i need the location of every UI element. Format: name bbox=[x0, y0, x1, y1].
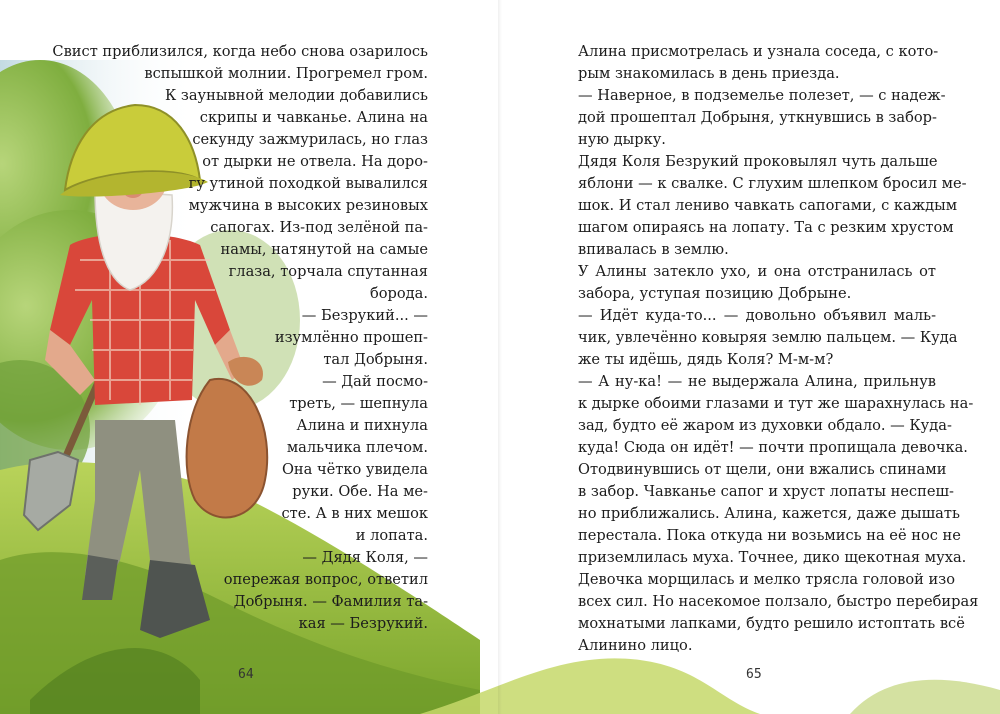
text-line: забора, уступая позицию Добрыне. bbox=[578, 285, 852, 302]
page-number-left: 64 bbox=[238, 667, 254, 682]
text-line: гу утиной походкой вывалился bbox=[188, 175, 428, 192]
text-line: К заунывной мелодии добавились bbox=[164, 87, 428, 104]
text-line: — Идёт куда-то... — довольно объявил маль- bbox=[578, 307, 936, 324]
text-line: треть, — шепнула bbox=[289, 395, 428, 412]
text-line: — Безрукий... — bbox=[301, 307, 428, 324]
text-line: дой прошептал Добрыня, уткнувшись в забор- bbox=[578, 109, 937, 126]
right-page bbox=[500, 0, 1000, 714]
text-line: кая — Безрукий. bbox=[298, 615, 428, 632]
text-line: всех сил. Но насекомое ползало, быстро перебирая bbox=[578, 593, 979, 610]
text-line: намы, натянутой на самые bbox=[220, 241, 428, 258]
text-line: перестала. Пока откуда ни возьмись на её нос не bbox=[578, 527, 961, 544]
text-line: борода. bbox=[369, 285, 428, 302]
text-line: шагом опираясь на лопату. Та с резким хрустом bbox=[578, 219, 954, 236]
text-line: Алина присмотрелась и узнала соседа, с кото- bbox=[578, 43, 939, 60]
text-line: куда! Сюда он идёт! — почти пропищала девочка. bbox=[578, 439, 968, 456]
text-line: но приближались. Алина, кажется, даже дышать bbox=[578, 505, 960, 522]
text-line: — А ну-ка! — не выдержала Алина, прильнув bbox=[578, 373, 936, 390]
text-line: яблони — к свалке. С глухим шлепком бросил ме- bbox=[578, 175, 967, 192]
text-line: от дырки не отвела. На доро- bbox=[202, 153, 428, 170]
text-line: глаза, торчала спутанная bbox=[228, 263, 428, 280]
text-line: рым знакомилась в день приезда. bbox=[578, 65, 840, 82]
text-line: приземлилась муха. Точнее, дико щекотная муха. bbox=[578, 549, 967, 566]
text-line: ную дырку. bbox=[578, 131, 666, 148]
page-number-right: 65 bbox=[746, 667, 762, 682]
text-line: Алинино лицо. bbox=[578, 637, 693, 654]
text-line: Девочка морщилась и мелко трясла головой изо bbox=[578, 571, 956, 588]
text-line: изумлённо прошеп- bbox=[274, 329, 428, 346]
text-line: мохнатыми лапками, будто решило истоптать всё bbox=[578, 615, 965, 632]
text-line: — Дядя Коля, — bbox=[302, 549, 428, 566]
text-line: сапогах. Из-под зелёной па- bbox=[210, 219, 428, 236]
text-line: Она чётко увидела bbox=[281, 461, 428, 478]
text-line: и лопата. bbox=[355, 527, 428, 544]
text-line: впивалась в землю. bbox=[578, 241, 729, 258]
text-line: опережая вопрос, ответил bbox=[223, 571, 428, 588]
text-line: шок. И стал лениво чавкать сапогами, с каждым bbox=[578, 197, 958, 214]
text-line: мужчина в высоких резиновых bbox=[188, 197, 428, 214]
text-line: Дядя Коля Безрукий проковылял чуть дальше bbox=[578, 153, 938, 170]
text-line: У Алины затекло ухо, и она отстранилась от bbox=[578, 263, 936, 280]
text-line: тал Добрыня. bbox=[323, 351, 428, 368]
text-line: мальчика плечом. bbox=[286, 439, 428, 456]
text-line: в забор. Чавканье сапог и хруст лопаты неспеш- bbox=[578, 483, 954, 500]
text-line: вспышкой молнии. Прогремел гром. bbox=[144, 65, 428, 82]
text-line: секунду зажмурилась, но глаз bbox=[192, 131, 428, 148]
text-line: руки. Обе. На ме- bbox=[292, 483, 428, 500]
text-line: к дырке обоими глазами и тут же шарахнулась на- bbox=[578, 395, 974, 412]
text-line: Добрыня. — Фамилия та- bbox=[233, 593, 428, 610]
text-line: чик, увлечённо ковыряя землю пальцем. — Куда bbox=[578, 329, 958, 346]
text-line: зад, будто её жаром из духовки обдало. — Куда- bbox=[578, 417, 952, 434]
text-line: — Наверное, в подземелье полезет, — с надеж- bbox=[578, 87, 946, 104]
text-line: Свист приблизился, когда небо снова озарилось bbox=[52, 43, 428, 60]
text-line: — Дай посмо- bbox=[322, 373, 428, 390]
text-line: же ты идёшь, дядь Коля? М-м-м? bbox=[578, 351, 834, 368]
text-line: скрипы и чавканье. Алина на bbox=[199, 109, 428, 126]
text-line: сте. А в них мешок bbox=[281, 505, 428, 522]
text-line: Алина и пихнула bbox=[296, 417, 428, 434]
text-line: Отодвинувшись от щели, они вжались спинами bbox=[578, 461, 947, 478]
